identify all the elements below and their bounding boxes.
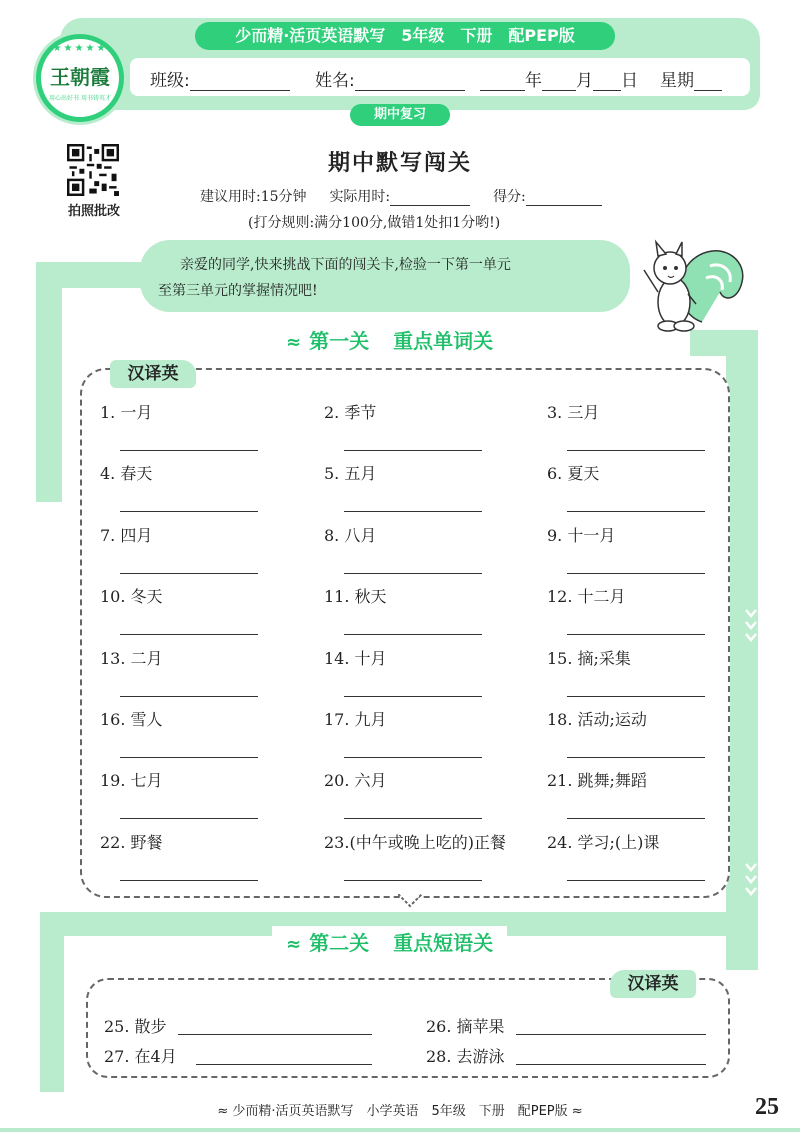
class-label: 班级:	[150, 71, 190, 91]
word-item-label: 10. 冬天	[100, 587, 163, 607]
wave-icon: ≈	[286, 934, 302, 955]
track-segment	[40, 912, 64, 1092]
answer-line[interactable]	[567, 696, 705, 697]
answer-line[interactable]	[567, 880, 705, 881]
phrase-item-label: 27. 在4月	[104, 1047, 177, 1066]
name-field[interactable]	[315, 66, 465, 91]
logo-text: 王朝霞	[50, 65, 110, 89]
date-field[interactable]	[480, 66, 638, 91]
answer-line[interactable]	[344, 818, 482, 819]
answer-line[interactable]	[344, 757, 482, 758]
phrase-item-label: 28. 去游泳	[426, 1047, 505, 1066]
word-item-label: 17. 九月	[324, 710, 387, 729]
weekday-field[interactable]	[660, 66, 722, 91]
scoring-rule: (打分规则:满分100分,做错1处扣1分哟!)	[248, 215, 501, 231]
section1-title-a: 第一关	[309, 329, 370, 353]
answer-line[interactable]	[120, 450, 258, 451]
answer-line[interactable]	[344, 880, 482, 881]
word-item-label: 24. 学习;(上)课	[547, 832, 660, 852]
page-title: 期中默写闯关	[327, 151, 472, 176]
publisher-logo	[36, 34, 124, 122]
qr-label: 拍照批改	[67, 204, 120, 219]
word-item-label: 8. 八月	[324, 525, 377, 545]
word-item-label: 7. 四月	[100, 525, 153, 545]
box-pointer	[398, 894, 422, 908]
section1-tag: 汉译英	[110, 360, 196, 388]
student-info-box	[130, 58, 750, 96]
score-field[interactable]	[526, 188, 602, 206]
day-label: 日	[621, 71, 638, 91]
answer-line[interactable]	[196, 1064, 372, 1065]
word-item-label: 14. 十月	[324, 648, 387, 668]
word-item-label: 19. 七月	[100, 771, 163, 791]
answer-line[interactable]	[567, 757, 705, 758]
word-item-label: 15. 摘;采集	[547, 648, 631, 668]
answer-line[interactable]	[120, 818, 258, 819]
answer-line[interactable]	[120, 880, 258, 881]
meta-line	[200, 186, 640, 206]
word-item-label: 20. 六月	[324, 771, 387, 791]
word-item-label: 13. 二月	[100, 648, 163, 668]
section2-title-b: 重点短语关	[393, 931, 494, 955]
weekday-label: 星期	[660, 71, 694, 91]
footer-text: ≈ 少而精·活页英语默写 小学英语 5年级 下册 配PEP版 ≈	[217, 1104, 583, 1119]
intro-line-1: 亲爱的同学,快来挑战下面的闯关卡,检验一下第一单元	[180, 257, 511, 273]
answer-line[interactable]	[516, 1064, 706, 1065]
answer-line[interactable]	[567, 818, 705, 819]
answer-line[interactable]	[344, 450, 482, 451]
word-item-label: 3. 三月	[547, 403, 600, 422]
page-number: 25	[755, 1094, 779, 1120]
word-item-label: 11. 秋天	[324, 587, 387, 607]
answer-line[interactable]	[120, 757, 258, 758]
intro-speech-bubble	[140, 240, 630, 312]
actual-time-label: 实际用时:	[329, 189, 391, 205]
year-label: 年	[525, 71, 542, 91]
logo-stars: ★★★★★	[52, 43, 108, 54]
answer-line[interactable]	[344, 511, 482, 512]
answer-line[interactable]	[344, 573, 482, 574]
section-tag: 期中复习	[350, 104, 450, 126]
section2-title-a: 第二关	[309, 931, 370, 955]
section1-title	[272, 324, 507, 358]
answer-line[interactable]	[567, 450, 705, 451]
answer-line[interactable]	[567, 511, 705, 512]
answer-line[interactable]	[567, 573, 705, 574]
word-item-label: 21. 跳舞;舞蹈	[547, 771, 647, 791]
word-item-label: 16. 雪人	[100, 710, 163, 729]
answer-line[interactable]	[567, 634, 705, 635]
score-label: 得分:	[493, 189, 526, 205]
chevron-down-icon	[744, 606, 758, 646]
answer-line[interactable]	[344, 696, 482, 697]
word-item-label: 9. 十一月	[547, 525, 616, 545]
word-item-label: 2. 季节	[324, 403, 377, 422]
answer-line[interactable]	[120, 696, 258, 697]
phrase-item-label: 25. 散步	[104, 1017, 167, 1036]
word-item-label: 6. 夏天	[547, 464, 600, 484]
wave-icon: ≈	[286, 332, 302, 353]
section2-tag: 汉译英	[610, 970, 696, 998]
word-item-label: 1. 一月	[100, 403, 153, 422]
actual-time-field[interactable]	[390, 188, 470, 206]
answer-line[interactable]	[120, 511, 258, 512]
squirrel-mascot-icon	[632, 222, 752, 340]
section1-title-b: 重点单词关	[393, 329, 494, 353]
answer-line[interactable]	[120, 634, 258, 635]
month-label: 月	[576, 71, 593, 91]
word-item-label: 22. 野餐	[100, 832, 163, 852]
word-item-label: 5. 五月	[324, 464, 377, 484]
class-field[interactable]	[150, 66, 290, 91]
intro-line-2: 至第三单元的掌握情况吧!	[158, 283, 318, 299]
name-label: 姓名:	[315, 71, 355, 91]
word-item-label: 4. 春天	[100, 464, 153, 484]
word-item-label: 18. 活动;运动	[547, 710, 647, 729]
word-item-label: 23.(中午或晚上吃的)正餐	[324, 832, 506, 852]
qr-code-icon[interactable]	[67, 144, 119, 196]
word-item-label: 12. 十二月	[547, 587, 626, 607]
answer-line[interactable]	[120, 573, 258, 574]
logo-slogan: 用心出好书 用书铸英才	[49, 95, 111, 102]
section2-title	[272, 926, 507, 960]
track-segment	[36, 262, 62, 502]
footer-rule	[0, 1128, 800, 1132]
series-title: 少而精·活页英语默写 5年级 下册 配PEP版	[195, 22, 615, 50]
answer-line[interactable]	[516, 1034, 706, 1035]
phrase-item-label: 26. 摘苹果	[426, 1017, 505, 1036]
chevron-down-icon	[744, 860, 758, 900]
suggested-time: 建议用时:15分钟	[200, 189, 307, 205]
answer-line[interactable]	[178, 1034, 372, 1035]
answer-line[interactable]	[344, 634, 482, 635]
